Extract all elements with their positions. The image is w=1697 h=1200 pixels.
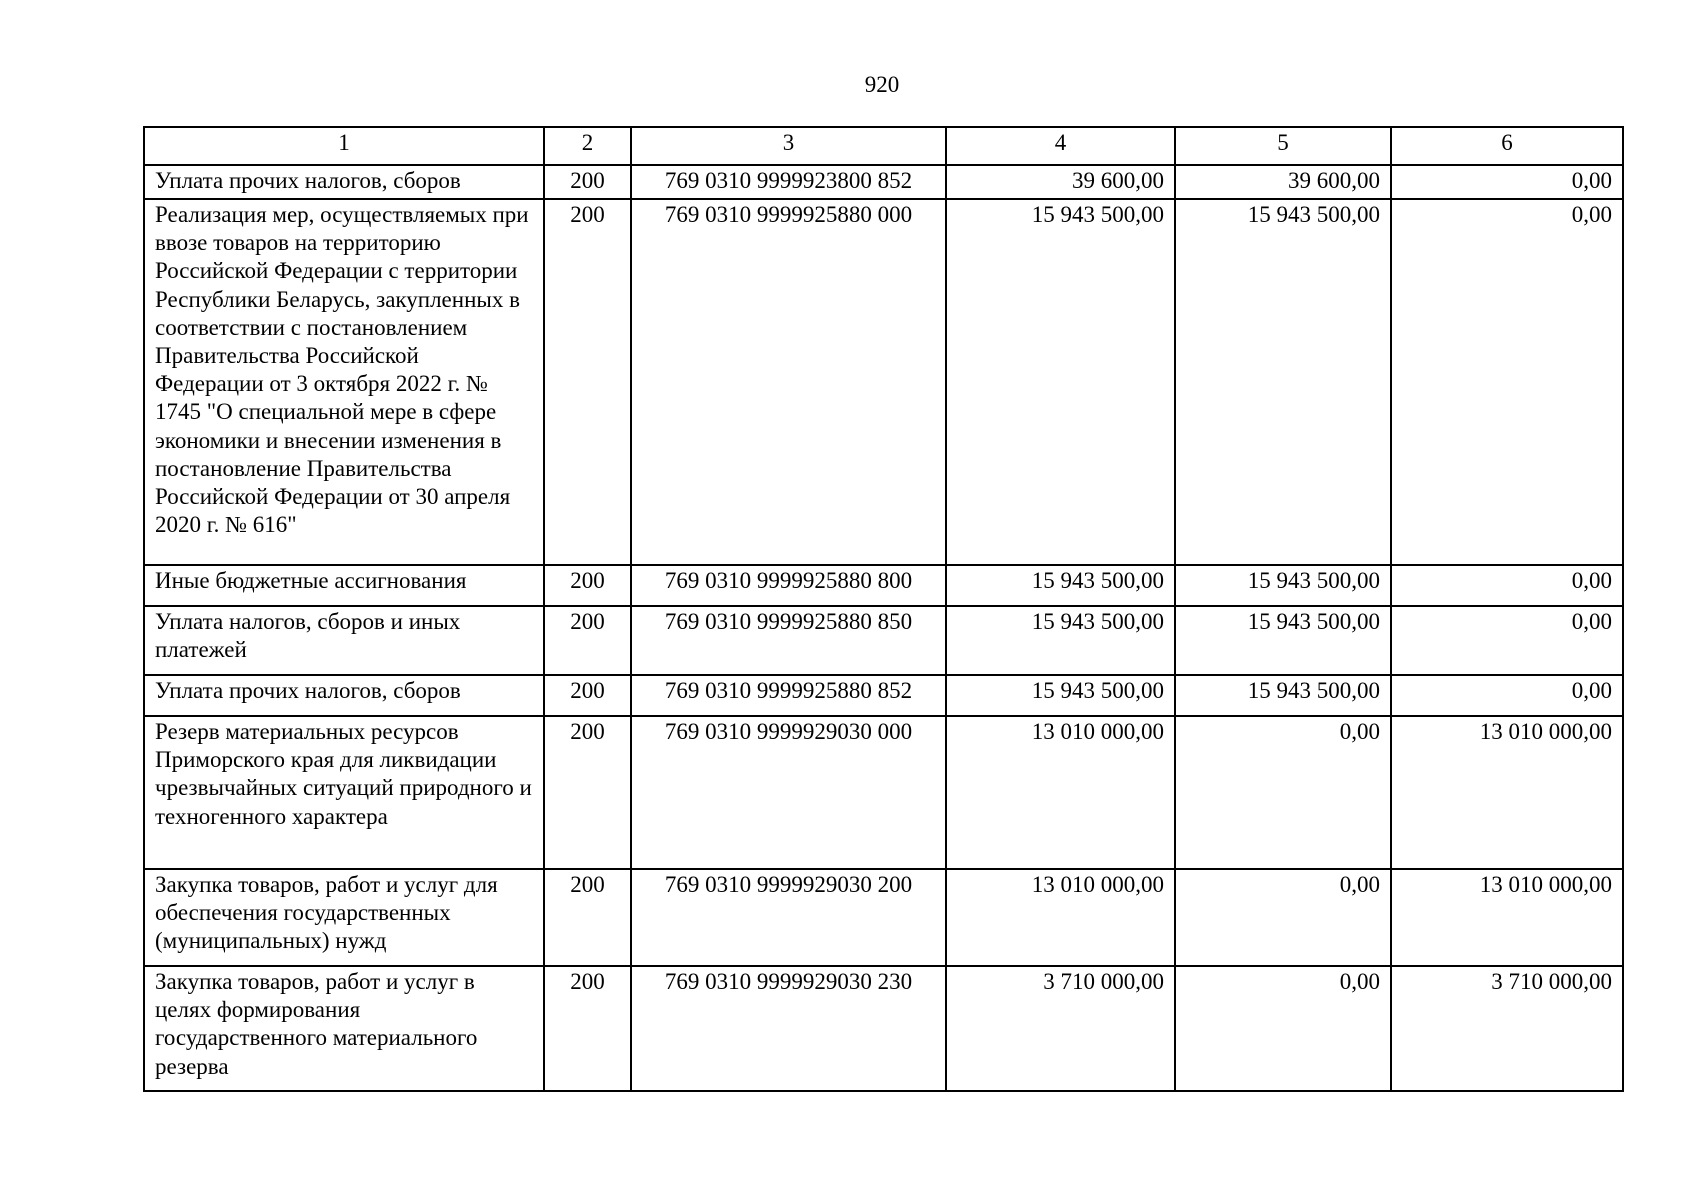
row-name-cell: Закупка товаров, работ и услуг для обеспечения государственных (муниципальных) нужд bbox=[144, 869, 544, 966]
row-col6-cell: 3 710 000,00 bbox=[1391, 966, 1623, 1091]
column-header: 4 bbox=[946, 127, 1175, 165]
row-col6-cell: 0,00 bbox=[1391, 165, 1623, 199]
row-col6-cell: 0,00 bbox=[1391, 606, 1623, 675]
column-header: 5 bbox=[1175, 127, 1391, 165]
row-kbk-cell: 769 0310 9999925880 850 bbox=[631, 606, 946, 675]
table-row bbox=[144, 716, 1623, 869]
row-col6-cell: 0,00 bbox=[1391, 565, 1623, 606]
row-col5-cell: 0,00 bbox=[1175, 869, 1391, 966]
table-header-row bbox=[144, 127, 1623, 165]
row-code-cell: 200 bbox=[544, 165, 631, 199]
row-col5-cell: 15 943 500,00 bbox=[1175, 675, 1391, 716]
row-kbk-cell: 769 0310 9999925880 000 bbox=[631, 199, 946, 565]
row-code-cell: 200 bbox=[544, 565, 631, 606]
row-name-cell: Уплата налогов, сборов и иных платежей bbox=[144, 606, 544, 675]
row-col5-cell: 15 943 500,00 bbox=[1175, 199, 1391, 565]
table-row bbox=[144, 199, 1623, 565]
row-code-cell: 200 bbox=[544, 716, 631, 869]
page-number: 920 bbox=[864, 72, 900, 97]
row-col4-cell: 15 943 500,00 bbox=[946, 606, 1175, 675]
row-name-cell: Иные бюджетные ассигнования bbox=[144, 565, 544, 606]
table-row bbox=[144, 966, 1623, 1091]
row-code-cell: 200 bbox=[544, 606, 631, 675]
row-col4-cell: 39 600,00 bbox=[946, 165, 1175, 199]
row-name-cell: Уплата прочих налогов, сборов bbox=[144, 675, 544, 716]
row-col4-cell: 15 943 500,00 bbox=[946, 199, 1175, 565]
column-header: 1 bbox=[144, 127, 544, 165]
row-name-cell: Реализация мер, осуществляемых при ввозе товаров на территорию Российской Федерации с территории Республики Беларусь, закупленных в соответствии с постановлением Правительства Российской Федерации от 3 октября 2022 г. № 1745 "О специальной мере в сфере экономики и внесении изменения в постановление Правительства Российской Федерации от 30 апреля 2020 г. № 616" bbox=[144, 199, 544, 565]
column-header: 2 bbox=[544, 127, 631, 165]
row-name-cell: Закупка товаров, работ и услуг в целях формирования государственного материального резерва bbox=[144, 966, 544, 1091]
row-col5-cell: 39 600,00 bbox=[1175, 165, 1391, 199]
row-code-cell: 200 bbox=[544, 869, 631, 966]
row-col4-cell: 13 010 000,00 bbox=[946, 716, 1175, 869]
row-kbk-cell: 769 0310 9999929030 200 bbox=[631, 869, 946, 966]
row-col4-cell: 15 943 500,00 bbox=[946, 565, 1175, 606]
table-row bbox=[144, 565, 1623, 606]
row-col6-cell: 0,00 bbox=[1391, 199, 1623, 565]
table-row bbox=[144, 675, 1623, 716]
row-col4-cell: 3 710 000,00 bbox=[946, 966, 1175, 1091]
row-col5-cell: 15 943 500,00 bbox=[1175, 606, 1391, 675]
row-kbk-cell: 769 0310 9999929030 000 bbox=[631, 716, 946, 869]
row-col6-cell: 0,00 bbox=[1391, 675, 1623, 716]
row-kbk-cell: 769 0310 9999929030 230 bbox=[631, 966, 946, 1091]
row-kbk-cell: 769 0310 9999925880 800 bbox=[631, 565, 946, 606]
table-row bbox=[144, 165, 1623, 199]
row-code-cell: 200 bbox=[544, 199, 631, 565]
row-col5-cell: 15 943 500,00 bbox=[1175, 565, 1391, 606]
row-code-cell: 200 bbox=[544, 966, 631, 1091]
row-col4-cell: 13 010 000,00 bbox=[946, 869, 1175, 966]
table-row bbox=[144, 606, 1623, 675]
row-col6-cell: 13 010 000,00 bbox=[1391, 869, 1623, 966]
column-header: 3 bbox=[631, 127, 946, 165]
budget-table bbox=[143, 126, 1624, 1092]
row-kbk-cell: 769 0310 9999925880 852 bbox=[631, 675, 946, 716]
row-col4-cell: 15 943 500,00 bbox=[946, 675, 1175, 716]
row-col6-cell: 13 010 000,00 bbox=[1391, 716, 1623, 869]
row-name-cell: Уплата прочих налогов, сборов bbox=[144, 165, 544, 199]
row-kbk-cell: 769 0310 9999923800 852 bbox=[631, 165, 946, 199]
row-name-cell: Резерв материальных ресурсов Приморского края для ликвидации чрезвычайных ситуаций природного и техногенного характера bbox=[144, 716, 544, 869]
row-col5-cell: 0,00 bbox=[1175, 716, 1391, 869]
row-code-cell: 200 bbox=[544, 675, 631, 716]
row-col5-cell: 0,00 bbox=[1175, 966, 1391, 1091]
column-header: 6 bbox=[1391, 127, 1623, 165]
table-row bbox=[144, 869, 1623, 966]
